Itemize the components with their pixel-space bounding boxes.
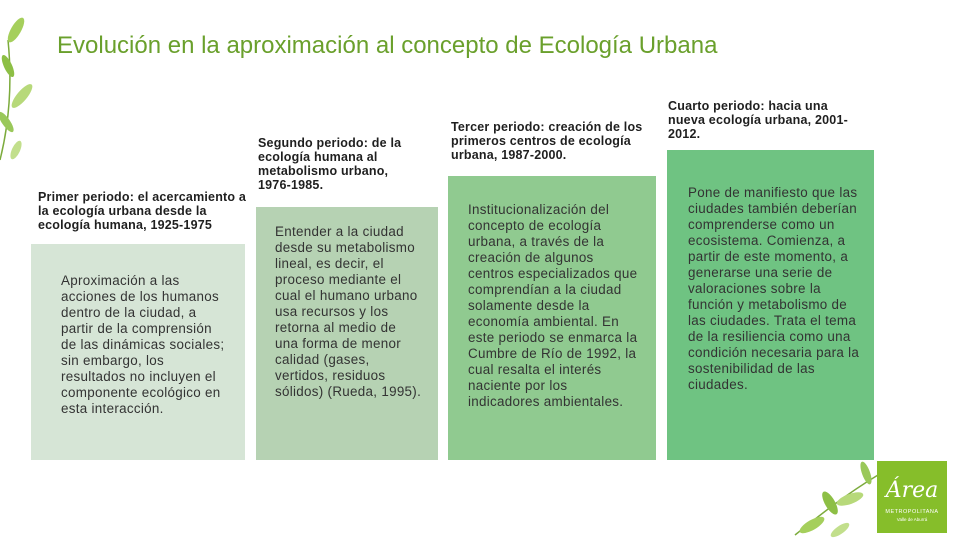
logo-subtitle: METROPOLITANA: [885, 509, 939, 515]
period-3-box: [448, 176, 656, 460]
period-4-box: [667, 150, 874, 460]
leaf-branch-bottom-right-icon: [790, 455, 880, 540]
period-2-box: [256, 207, 438, 460]
logo-tagline: Valle de Aburrá: [896, 517, 928, 522]
area-metropolitana-logo: [877, 461, 947, 533]
logo-brand-text: Área: [885, 478, 939, 503]
period-2-body: Entender a la ciudad desde su metabolismo lineal, es decir, el proceso mediante el cual el humano urbano usa recursos y los retorna al medio de una forma de menor calidad (gases, vertidos, residuos sólidos) (Rueda, 1995).: [275, 224, 422, 399]
period-4-heading: Cuarto periodo: hacia una nueva ecología urbana, 2001-2012.: [668, 99, 848, 141]
period-3-body: Institucionalización del concepto de ecología urbana, a través de la creación de algunos centros especializados que comprendían a la ciudad solamente desde la economía ambiental. En este periodo se enmarca la Cumbre de Río de 1992, la cual resalta el interés naciente por los indicadores ambientales.: [468, 202, 638, 409]
leaf-branch-top-left-icon: [0, 0, 60, 170]
period-1-box: [31, 244, 245, 460]
period-1-body: Aproximación a las acciones de los humanos dentro de la ciudad, a partir de la comprensión de las dinámicas sociales; sin embargo, los resultados no incluyen el componente ecológico en esta interacción.: [61, 273, 225, 416]
period-1-heading: Primer periodo: el acercamiento a la ecología urbana desde la ecología humana, 1925-1975: [38, 190, 247, 232]
page-title: Evolución en la aproximación al concepto de Ecología Urbana: [57, 32, 718, 60]
period-2-heading: Segundo periodo: de la ecología humana al metabolismo urbano, 1976-1985.: [258, 136, 402, 192]
period-3-heading: Tercer periodo: creación de los primeros centros de ecología urbana, 1987-2000.: [451, 120, 643, 162]
period-4-body: Pone de manifiesto que las ciudades también deberían comprenderse como un ecosistema. Comienza, a partir de este momento, a generarse una serie de valoraciones sobre la función y metabolismo de las ciudades. Trata el tema de la resiliencia como una condición necesaria para la sostenibilidad de las ciudades.: [688, 185, 860, 392]
